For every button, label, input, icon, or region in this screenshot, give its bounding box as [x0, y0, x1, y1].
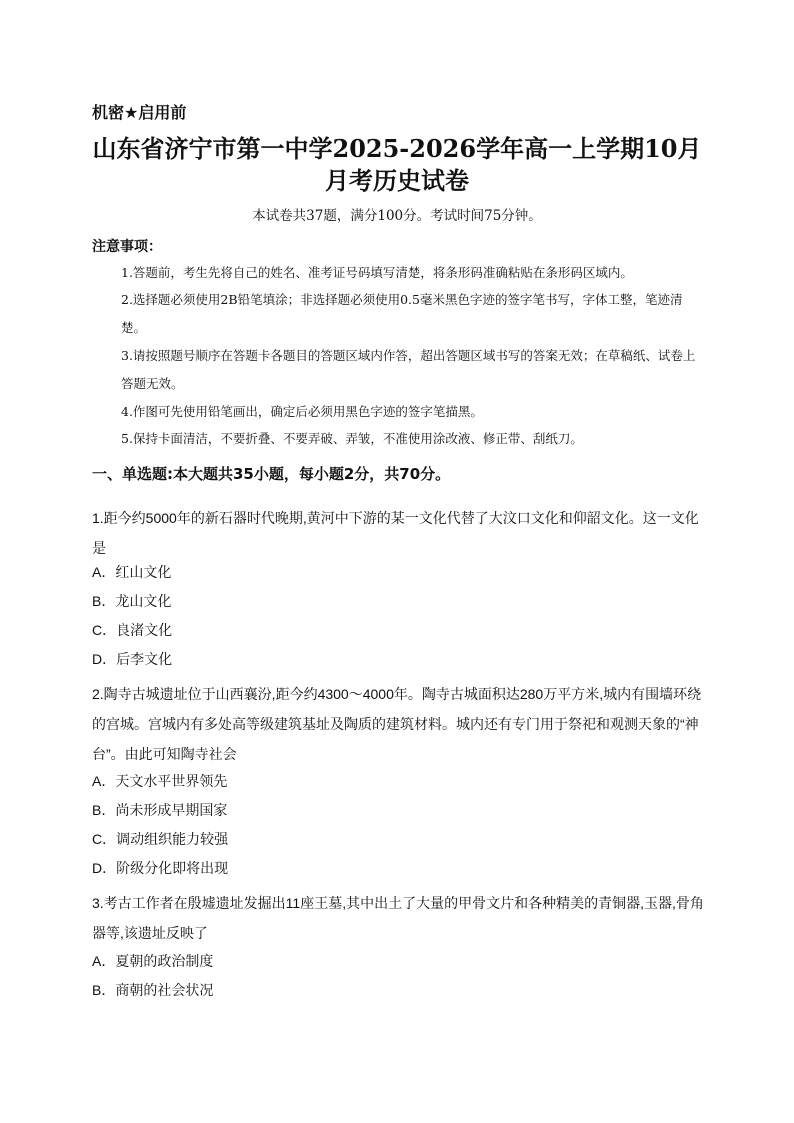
question-1-option-b: B．龙山文化 — [92, 593, 172, 609]
question-stem-3: 3.考古工作者在殷墟遗址发掘出11座王墓,其中出土了大量的甲骨文片和各种精美的青铜器,玉器,骨角器等,该遗址反映了 — [92, 895, 704, 941]
question-2-option-b: B．尚未形成早期国家 — [92, 802, 228, 818]
question-1-option-c: C．良渚文化 — [92, 622, 173, 638]
note-item: 4.作图可先使用铅笔画出，确定后必须用黑色字迹的签字笔描黑。 — [121, 404, 483, 419]
question-2-option-d: D．阶级分化即将出现 — [92, 860, 229, 876]
question-1-option-a: A．红山文化 — [92, 564, 172, 580]
note-item: 5.保持卡面清洁，不要折叠、不要弄破、弄皱，不准使用涂改液、修正带、刮纸刀。 — [121, 431, 583, 446]
note-item: 1.答题前，考生先将自己的姓名、准考证号码填写清楚，将条形码准确粘贴在条形码区域内。 — [121, 265, 633, 280]
note-item: 3.请按照题号顺序在答题卡各题目的答题区域内作答，超出答题区域书写的答案无效；在草稿纸、试卷上答题无效。 — [121, 348, 696, 391]
question-3-option-b: B．商朝的社会状况 — [92, 982, 214, 998]
confidential-label: 机密★启用前 — [92, 103, 187, 122]
exam-info: 本试卷共37题，满分100分。考试时间75分钟。 — [252, 208, 542, 224]
question-stem-1: 1.距今约5000年的新石器时代晚期,黄河中下游的某一文化代替了大汶口文化和仰韶文化。这一文化是 — [92, 510, 699, 556]
question-3-option-a: A．夏朝的政治制度 — [92, 953, 214, 969]
exam-title-line2: 月考历史试卷 — [325, 166, 469, 195]
question-stem-2: 2.陶寺古城遗址位于山西襄汾,距今约4300～4000年。陶寺古城面积达280万平方米,城内有围墙环绕的宫城。宫城内有多处高等级建筑基址及陶质的建筑材料。城内还有专门用于祭祀和观测天象的“神台”。由此可知陶寺社会 — [92, 686, 702, 762]
notes-heading: 注意事项： — [92, 239, 162, 255]
question-1-option-d: D．后李文化 — [92, 651, 173, 667]
note-item: 2.选择题必须使用2B铅笔填涂；非选择题必须使用0.5毫米黑色字迹的签字笔书写，字体工整，笔迹清楚。 — [121, 292, 683, 335]
exam-title-line1: 山东省济宁市第一中学2025-2026学年高一上学期10月 — [92, 134, 702, 163]
question-2-option-a: A．天文水平世界领先 — [92, 773, 228, 789]
section-heading: 一、单选题:本大题共35小题，每小题2分，共70分。 — [92, 465, 451, 483]
question-2-option-c: C．调动组织能力较强 — [92, 831, 229, 847]
